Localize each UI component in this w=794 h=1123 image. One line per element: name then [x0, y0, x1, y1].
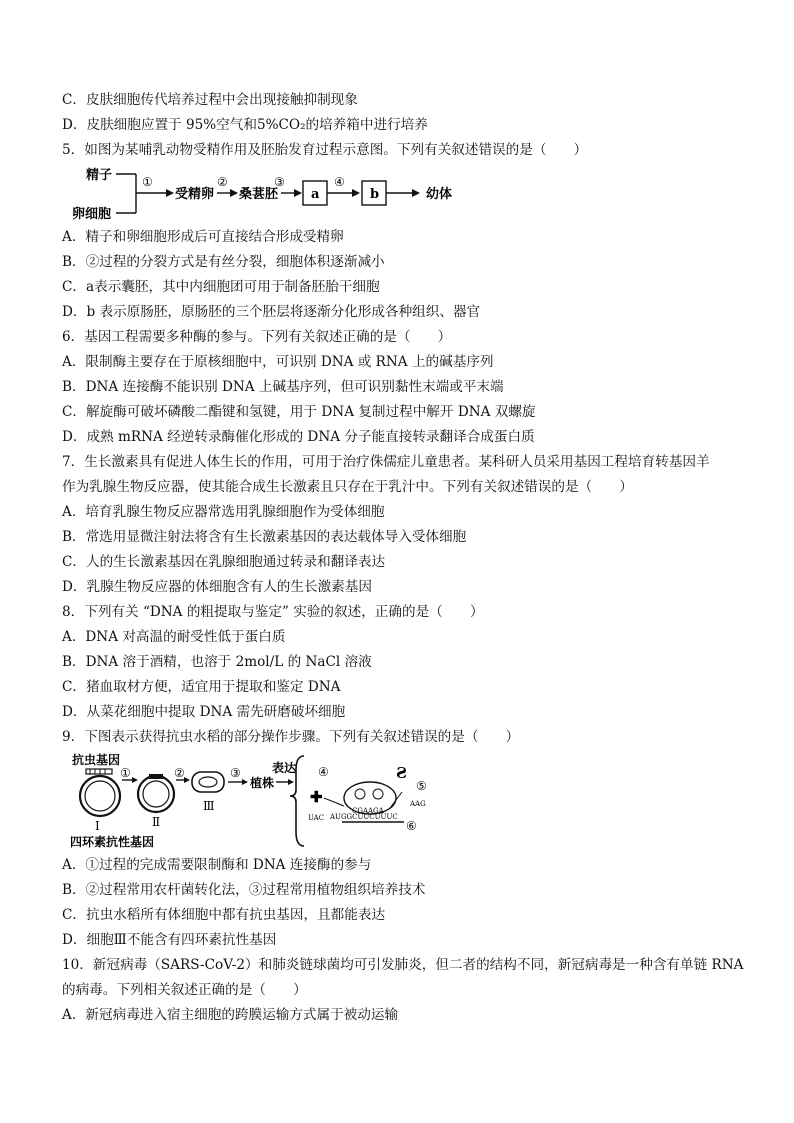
option-text: C．猪血取材方便，适宜用于提取和鉴定 DNA [62, 679, 341, 695]
arrowhead-icon [412, 189, 420, 197]
arrowhead-icon [166, 189, 174, 197]
zygote-label: 受精卵 [175, 187, 215, 202]
cell-1-label: Ⅰ [95, 819, 100, 833]
step-3-label: ③ [274, 175, 285, 189]
cell-2-label: Ⅱ [152, 815, 161, 829]
box-a-label: a [311, 187, 320, 202]
step-4-label: ④ [334, 175, 345, 189]
offspring-label: 幼体 [426, 187, 453, 202]
option-text: C．解旋酶可破坏磷酸二酯键和氢键，用于 DNA 复制过程中解开 DNA 双螺旋 [62, 404, 536, 420]
question-6-stem: 6．基因工程需要多种酶的参与。下列有关叙述正确的是（ ） [62, 329, 452, 345]
fertilization-diagram [62, 163, 522, 223]
step-6-label: ⑥ [406, 819, 417, 833]
option-text: A．精子和卵细胞形成后可直接结合形成受精卵 [62, 229, 344, 245]
mrna-sequence: AUGGCUUCUUUC [330, 813, 398, 821]
question-9-stem: 9．下图表示获得抗虫水稻的部分操作步骤。下列有关叙述错误的是（ ） [62, 729, 520, 745]
egg-label: 卵细胞 [72, 207, 112, 222]
transgenic-rice-diagram [66, 750, 446, 850]
plant-label: 植株 [250, 776, 275, 790]
trna-icon: ✚ [310, 788, 323, 806]
morula-label: 桑葚胚 [239, 187, 279, 202]
option-text: A．培育乳腺生物反应器常选用乳腺细胞作为受体细胞 [62, 504, 385, 520]
option-text: A．DNA 对高温的耐受性低于蛋白质 [62, 629, 286, 645]
option-text: D．乳腺生物反应器的体细胞含有人的生长激素基因 [62, 579, 372, 595]
question-10-stem: 10．新冠病毒（SARS-CoV-2）和肺炎链球菌均可引发肺炎，但二者的结构不同，新冠病毒是一种含有单链 RNA [62, 957, 744, 973]
insect-gene-label: 抗虫基因 [72, 753, 121, 767]
option-text: D．细胞Ⅲ不能含有四环素抗性基因 [62, 932, 277, 948]
bacterium-cell [192, 772, 224, 792]
arrowhead-icon [132, 777, 138, 783]
option-text: D．b 表示原肠胚，原肠胚的三个胚层将逐渐分化形成各种组织、器官 [62, 304, 481, 320]
plasmid-circle [80, 776, 120, 816]
question-10-stem-cont: 的病毒。下列相关叙述正确的是（ ） [62, 982, 307, 998]
option-text: B．DNA 溶于酒精，也溶于 2mol/L 的 NaCl 溶液 [62, 654, 372, 670]
cell-3-label: Ⅲ [203, 799, 215, 813]
option-text: B．②过程的分裂方式是有丝分裂，细胞体积逐渐减小 [62, 254, 385, 270]
codon-label: CGAAGA [352, 807, 384, 815]
sperm-label: 精子 [86, 168, 113, 183]
arrowhead-icon [242, 779, 248, 785]
expression-label: 表达 [272, 761, 297, 775]
option-text: A．限制酶主要存在于原核细胞中，可识别 DNA 或 RNA 上的碱基序列 [62, 354, 494, 370]
arrowhead-icon [352, 189, 360, 197]
anticodon-label: AAG [410, 800, 426, 808]
option-text: B．②过程常用农杆菌转化法，③过程常用植物组织培养技术 [62, 882, 426, 898]
option-text: C．皮肤细胞传代培养过程中会出现接触抑制现象 [62, 92, 358, 108]
option-text: C．人的生长激素基因在乳腺细胞通过转录和翻译表达 [62, 554, 386, 570]
step-4-label: ④ [318, 765, 329, 779]
arrowhead-icon [230, 189, 238, 197]
option-text: B．常选用显微注射法将含有生长激素基因的表达载体导入受体细胞 [62, 529, 467, 545]
arrowhead-icon [294, 189, 302, 197]
step-3-label: ③ [230, 766, 241, 780]
option-text: A．①过程的完成需要限制酶和 DNA 连接酶的参与 [62, 857, 372, 873]
option-text: B．DNA 连接酶不能识别 DNA 上碱基序列，但可识别黏性末端或平末端 [62, 379, 504, 395]
option-text: C．a表示囊胚，其中内细胞团可用于制备胚胎干细胞 [62, 279, 380, 295]
arrowhead-icon [288, 779, 294, 785]
option-text: A．新冠病毒进入宿主细胞的跨膜运输方式属于被动运输 [62, 1007, 399, 1023]
option-text: D．从菜花细胞中提取 DNA 需先研磨破坏细胞 [62, 704, 346, 720]
step-2-label: ② [174, 766, 185, 780]
option-text: C．抗虫水稻所有体细胞中都有抗虫基因，且都能表达 [62, 907, 386, 923]
step-1-label: ① [142, 175, 153, 189]
step-1-label: ① [120, 766, 131, 780]
step-5-label: ⑤ [416, 779, 427, 793]
question-5-stem: 5．如图为某哺乳动物受精作用及胚胎发育过程示意图。下列有关叙述错误的是（ ） [62, 142, 588, 158]
trna-icon: Ƨ [396, 764, 407, 782]
arrowhead-icon [184, 777, 190, 783]
anticodon-label: UAC [308, 814, 325, 822]
tetracycline-gene-label: 四环素抗性基因 [70, 835, 155, 849]
question-8-stem: 8．下列有关 “DNA 的粗提取与鉴定” 实验的叙述，正确的是（ ） [62, 604, 484, 620]
option-text: D．成熟 mRNA 经逆转录酶催化形成的 DNA 分子能直接转录翻译合成蛋白质 [62, 429, 535, 445]
box-b-label: b [370, 187, 380, 202]
step-2-label: ② [217, 175, 228, 189]
option-text: D．皮肤细胞应置于 95%空气和5%CO₂的培养箱中进行培养 [62, 117, 428, 133]
question-7-stem: 7．生长激素具有促进人体生长的作用，可用于治疗侏儒症儿童患者。某科研人员采用基因工程培育转基因羊 [62, 454, 710, 470]
question-7-stem-cont: 作为乳腺生物反应器，使其能合成生长激素且只存在于乳汁中。下列有关叙述错误的是（ ） [62, 479, 633, 495]
